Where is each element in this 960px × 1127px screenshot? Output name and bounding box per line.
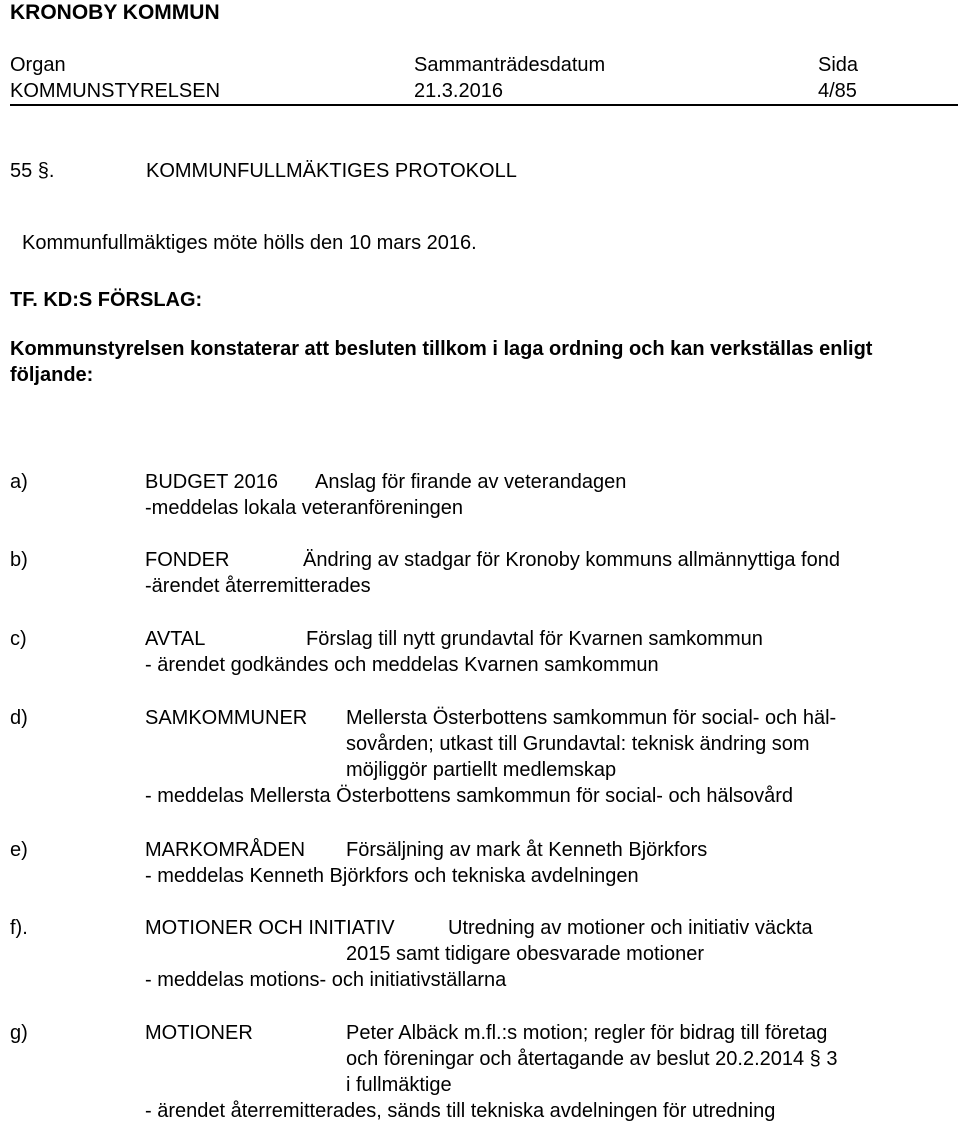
page-label: Sida bbox=[818, 54, 859, 76]
item-description-line: Utredning av motioner och initiativ väckta bbox=[448, 917, 813, 939]
item-description bbox=[346, 1020, 837, 1098]
item-description-line: möjliggör partiellt medlemskap bbox=[346, 759, 617, 781]
item-category: BUDGET 2016 bbox=[145, 471, 279, 493]
page-number: 4/85 bbox=[818, 80, 857, 102]
item-description-line: i fullmäktige bbox=[346, 1074, 452, 1096]
item-category: AVTAL bbox=[145, 628, 206, 650]
item-letter: b) bbox=[10, 549, 28, 571]
item-category: MOTIONER OCH INITIATIV bbox=[145, 917, 395, 939]
item-description-continued bbox=[346, 941, 704, 967]
item-description-line: Mellersta Österbottens samkommun för social- och häl- bbox=[346, 707, 837, 729]
item-description-line: och föreningar och återtagande av beslut 20.2.2014 § 3 bbox=[346, 1048, 838, 1070]
meeting-date-value: 21.3.2016 bbox=[414, 80, 503, 102]
section-title: KOMMUNFULLMÄKTIGES PROTOKOLL bbox=[146, 160, 517, 182]
item-letter: f). bbox=[10, 917, 28, 939]
item-description bbox=[315, 469, 626, 495]
municipality-name: KRONOBY KOMMUN bbox=[10, 1, 220, 24]
item-category: MOTIONER bbox=[145, 1022, 253, 1044]
intro-text: Kommunfullmäktiges möte hölls den 10 mars 2016. bbox=[22, 232, 477, 254]
conclusion-text: Kommunstyrelsen konstaterar att besluten tillkom i laga ordning och kan verkställas enligt följande: bbox=[10, 338, 873, 386]
item-description-line: Peter Albäck m.fl.:s motion; regler för bidrag till företag bbox=[346, 1022, 828, 1044]
item-action: -ärendet återremitterades bbox=[145, 575, 371, 597]
item-action: - ärendet återremitterades, sänds till tekniska avdelningen för utredning bbox=[145, 1100, 776, 1122]
item-description bbox=[346, 837, 707, 863]
item-category: FONDER bbox=[145, 549, 230, 571]
item-description-line: sovården; utkast till Grundavtal: teknisk ändring som bbox=[346, 733, 810, 755]
item-description-line: Anslag för firande av veterandagen bbox=[315, 471, 627, 493]
item-description bbox=[306, 626, 763, 652]
item-action: - meddelas Mellersta Österbottens samkommun för social- och hälsovård bbox=[145, 785, 794, 807]
item-letter: e) bbox=[10, 839, 28, 861]
organ-value: KOMMUNSTYRELSEN bbox=[10, 80, 221, 102]
proposal-heading: TF. KD:S FÖRSLAG: bbox=[10, 289, 203, 311]
item-letter: c) bbox=[10, 628, 27, 650]
item-action: -meddelas lokala veteranföreningen bbox=[145, 497, 463, 519]
item-category: MARKOMRÅDEN bbox=[145, 839, 306, 861]
item-description-line: 2015 samt tidigare obesvarade motioner bbox=[346, 943, 704, 965]
item-description-line: Förslag till nytt grundavtal för Kvarnen samkommun bbox=[306, 628, 763, 650]
section-number: 55 §. bbox=[10, 160, 55, 182]
item-letter: g) bbox=[10, 1022, 28, 1044]
item-description-line: Försäljning av mark åt Kenneth Björkfors bbox=[346, 839, 708, 861]
item-action: - meddelas motions- och initiativställarna bbox=[145, 969, 507, 991]
item-letter: a) bbox=[10, 471, 28, 493]
item-description bbox=[448, 915, 813, 941]
item-description bbox=[346, 705, 836, 783]
meeting-date-label: Sammanträdesdatum bbox=[414, 54, 606, 76]
organ-label: Organ bbox=[10, 54, 66, 76]
header-divider bbox=[10, 104, 958, 106]
item-letter: d) bbox=[10, 707, 28, 729]
item-category: SAMKOMMUNER bbox=[145, 707, 308, 729]
item-action: - meddelas Kenneth Björkfors och tekniska avdelningen bbox=[145, 865, 639, 887]
item-description-line: Ändring av stadgar för Kronoby kommuns allmännyttiga fond bbox=[303, 549, 840, 571]
item-description bbox=[303, 547, 840, 573]
item-action: - ärendet godkändes och meddelas Kvarnen samkommun bbox=[145, 654, 659, 676]
